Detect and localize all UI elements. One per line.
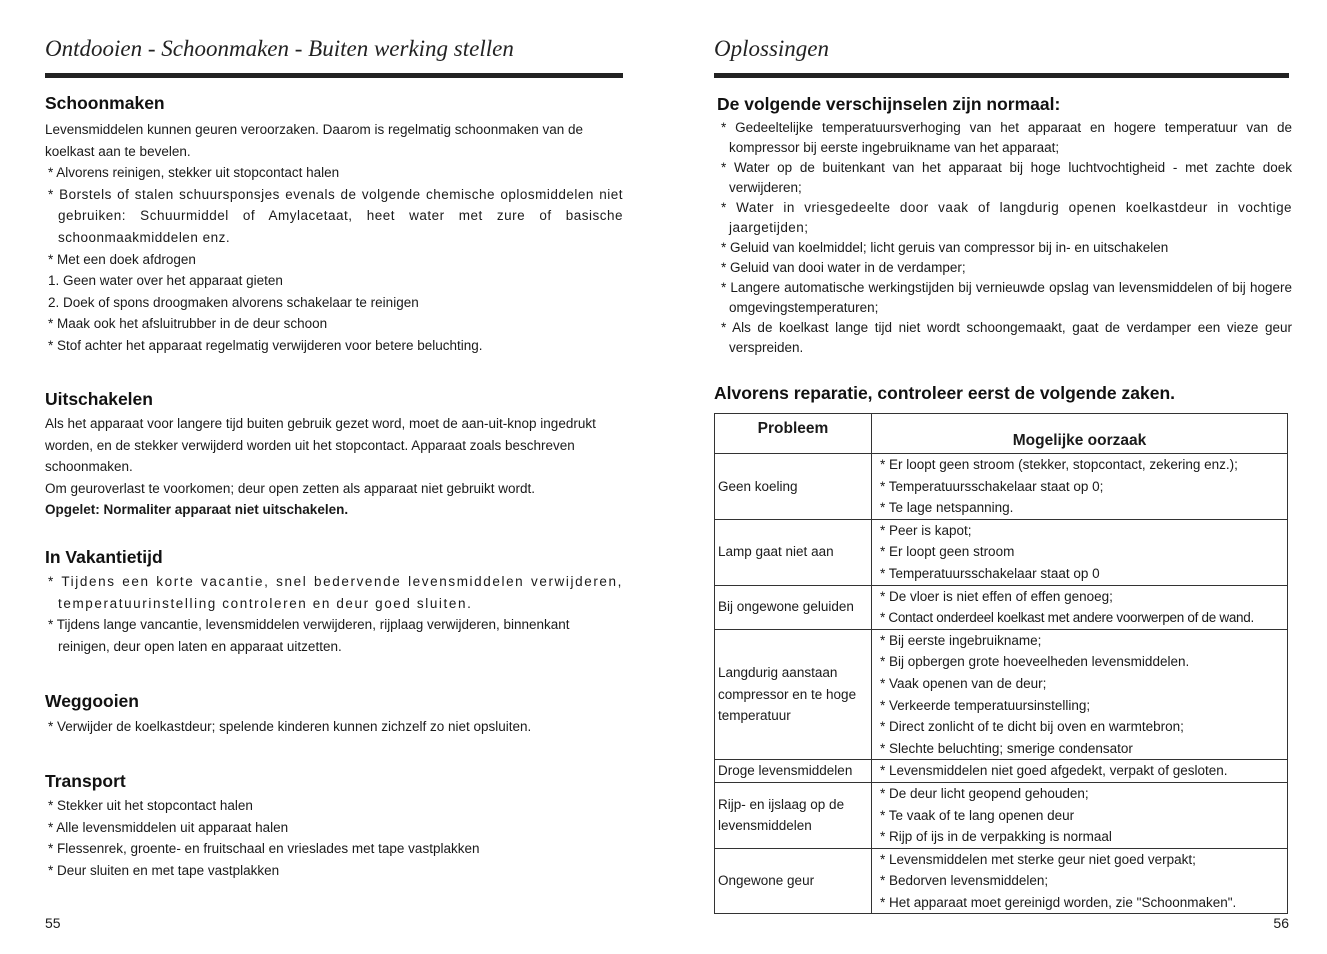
problem-cell: Geen koeling	[715, 454, 872, 520]
list-item: * Met een doek afdrogen	[48, 251, 196, 267]
schoonmaken-list	[45, 162, 623, 356]
right-page-title: Oplossingen	[714, 36, 829, 61]
problem-cell: Langdurig aanstaan compressor en te hoge temperatuur	[715, 629, 872, 760]
schoonmaken-intro: Levensmiddelen kunnen geuren veroorzaken. Daarom is regelmatig schoonmaken van de koelkast aan te bevelen.	[45, 122, 584, 159]
uitschakelen-text: Als het apparaat voor langere tijd buiten gebruik gezet word, moet de aan-uit-knop ingedrukt worden, en de stekker verwijderd worden uit het stopcontact. Apparaat zoals beschreven schoonmaken.	[45, 416, 596, 475]
cause-cell	[872, 782, 1288, 848]
table-row	[715, 454, 1288, 520]
cause-item: * Te lage netspanning.	[880, 500, 1014, 516]
cause-item: * Contact onderdeel koelkast met andere voorwerpen of de wand.	[880, 610, 1254, 626]
section-normal	[717, 93, 1292, 358]
list-item: * Tijdens lange vancantie, levensmiddelen verwijderen, rijplaag verwijderen, binnenkant reinigen, deur open laten en apparaat uitzetten.	[48, 617, 570, 654]
section-check	[714, 382, 1289, 404]
list-item: * Als de koelkast lange tijd niet wordt schoongemaakt, gaat de verdamper een vieze geur verspreiden.	[721, 320, 1292, 355]
section-schoonmaken	[45, 92, 623, 357]
list-item: * Maak ook het afsluitrubber in de deur schoon	[48, 316, 328, 332]
heading-normal: De volgende verschijnselen zijn normaal:	[717, 94, 1061, 114]
problem-cell: Ongewone geur	[715, 848, 872, 914]
cause-cell	[872, 760, 1288, 783]
table-row	[715, 629, 1288, 760]
cause-item: * De vloer is niet effen of effen genoeg;	[880, 588, 1113, 604]
cause-item: * Verkeerde temperatuursinstelling;	[880, 697, 1091, 713]
cause-item: * Rijp of ijs in de verpakking is normaal	[880, 829, 1112, 845]
section-vakantie	[45, 546, 623, 657]
heading-transport: Transport	[45, 771, 126, 791]
uitschakelen-text-2: Om geuroverlast te voorkomen; deur open zetten als apparaat niet gebruikt wordt.	[45, 480, 536, 496]
list-item: * Alle levensmiddelen uit apparaat halen	[48, 819, 289, 835]
cause-item: * Bij opbergen grote hoeveelheden levensmiddelen.	[880, 654, 1190, 670]
list-item: 2. Doek of spons droogmaken alvorens schakelaar te reinigen	[48, 294, 419, 310]
left-title-rule	[45, 73, 623, 78]
cause-cell	[872, 454, 1288, 520]
list-item: * Deur sluiten en met tape vastplakken	[48, 862, 280, 878]
section-transport	[45, 770, 623, 881]
cause-item: * Temperatuursschakelaar staat op 0;	[880, 478, 1104, 494]
list-item: * Geluid van koelmiddel; licht geruis van compressor bij in- en uitschakelen	[721, 240, 1169, 255]
table-row	[715, 848, 1288, 914]
cause-item: * Temperatuursschakelaar staat op 0	[880, 565, 1100, 581]
table-row	[715, 585, 1288, 629]
table-row	[715, 519, 1288, 585]
list-item: * Stekker uit het stopcontact halen	[48, 798, 253, 813]
cause-item: * Peer is kapot;	[880, 522, 972, 538]
list-item: * Water in vriesgedeelte door vaak of langdurig openen koelkastdeur in vochtige jaargetijden;	[721, 200, 1292, 235]
cause-item: * Slechte beluchting; smerige condensator	[880, 740, 1133, 756]
table-row	[715, 760, 1288, 783]
cause-item: * Levensmiddelen met sterke geur niet goed verpakt;	[880, 851, 1196, 867]
heading-check: Alvorens reparatie, controleer eerst de volgende zaken.	[714, 383, 1176, 403]
list-item: * Alvorens reinigen, stekker uit stopcontact halen	[48, 165, 340, 181]
uitschakelen-warning: Opgelet: Normaliter apparaat niet uitschakelen.	[45, 502, 349, 518]
list-item: * Gedeeltelijke temperatuursverhoging van het apparaat en hogere temperatuur van de kompressor bij eerste ingebruikname van het apparaat;	[721, 120, 1292, 155]
cause-item: * Het apparaat moet gereinigd worden, zie "Schoonmaken".	[880, 894, 1237, 910]
right-title-rule	[714, 73, 1289, 78]
problem-cell: Bij ongewone geluiden	[715, 585, 872, 629]
list-item: * Stof achter het apparaat regelmatig verwijderen voor betere beluchting.	[48, 337, 483, 353]
list-item: * Geluid van dooi water in de verdamper;	[721, 260, 966, 275]
cause-item: * Vaak openen van de deur;	[880, 675, 1047, 691]
list-item: * Flessenrek, groente- en fruitschaal en vrieslades met tape vastplakken	[48, 841, 480, 857]
cause-cell	[872, 585, 1288, 629]
cause-item: * Direct zonlicht of te dicht bij oven en warmtebron;	[880, 719, 1184, 735]
left-page-title: Ontdooien - Schoonmaken - Buiten werking stellen	[45, 36, 514, 61]
heading-schoonmaken: Schoonmaken	[45, 93, 165, 113]
page-number-left: 55	[45, 915, 61, 931]
list-item: * Tijdens een korte vacantie, snel bedervende levensmiddelen verwijderen, temperatuurinstelling controleren en deur goed sluiten.	[48, 574, 623, 611]
page-number-right: 56	[1273, 915, 1289, 931]
cause-item: * De deur licht geopend gehouden;	[880, 785, 1089, 801]
column-header-problem: Probleem	[715, 414, 872, 454]
cause-item: * Er loopt geen stroom	[880, 544, 1015, 560]
cause-item: * Bedorven levensmiddelen;	[880, 873, 1049, 889]
vakantie-list	[45, 571, 623, 657]
cause-item: * Te vaak of te lang openen deur	[880, 807, 1075, 823]
problem-cell: Droge levensmiddelen	[715, 760, 872, 783]
cause-item: * Levensmiddelen niet goed afgedekt, verpakt of gesloten.	[880, 763, 1228, 779]
problem-cell: Lamp gaat niet aan	[715, 519, 872, 585]
cause-cell	[872, 519, 1288, 585]
problem-cell: Rijp- en ijslaag op de levensmiddelen	[715, 782, 872, 848]
list-item: * Langere automatische werkingstijden bij vernieuwde opslag van levensmiddelen of bij hogere omgevingstemperaturen;	[721, 280, 1292, 315]
table-row	[715, 782, 1288, 848]
transport-list	[45, 795, 623, 881]
cause-item: * Er loopt geen stroom (stekker, stopcontact, zekering enz.);	[880, 457, 1238, 472]
list-item: * Verwijder de koelkastdeur; spelende kinderen kunnen zichzelf zo niet opsluiten.	[48, 719, 532, 734]
heading-weggooien: Weggooien	[45, 691, 139, 711]
cause-cell	[872, 629, 1288, 760]
cause-item: * Bij eerste ingebruikname;	[880, 632, 1042, 648]
cause-cell	[872, 848, 1288, 914]
section-weggooien	[45, 690, 623, 738]
problem-table	[714, 413, 1288, 914]
list-item: * Water op de buitenkant van het apparaat bij hoge luchtvochtigheid - met zachte doek verwijderen;	[721, 160, 1292, 195]
table-header-row	[715, 414, 1288, 454]
heading-vakantie: In Vakantietijd	[45, 547, 163, 567]
weggooien-list	[45, 716, 623, 738]
normal-list	[717, 118, 1292, 358]
heading-uitschakelen: Uitschakelen	[45, 389, 153, 409]
section-uitschakelen	[45, 388, 623, 521]
list-item: 1. Geen water over het apparaat gieten	[48, 273, 283, 289]
column-header-cause: Mogelijke oorzaak	[872, 414, 1288, 454]
list-item: * Borstels of stalen schuursponsjes evenals de volgende chemische oplosmiddelen niet gebruiken: Schuurmiddel of Amylacetaat, heet water met zure of basische schoonmaakmiddelen enz.	[48, 186, 623, 245]
